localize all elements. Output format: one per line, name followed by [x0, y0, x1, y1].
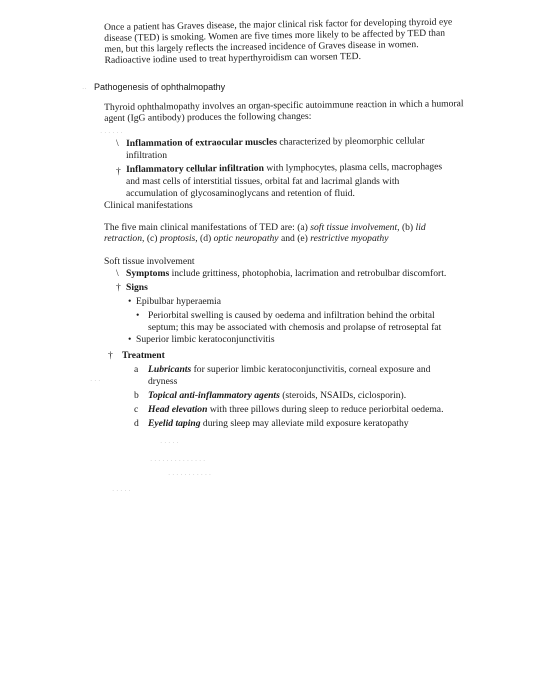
list-item [126, 161, 442, 175]
item-letter: d [134, 418, 139, 429]
treatment-item [148, 418, 409, 429]
soft-tissue-heading: Soft tissue involvement [104, 256, 195, 267]
manifestations-paragraph [104, 222, 454, 244]
bleed-through-text: · · · · · · · · · · · [168, 471, 212, 479]
item-continuation: infiltration [126, 150, 168, 161]
symptoms-item [126, 268, 446, 279]
bleed-through-text: · · · · · · · · · · · · · · [150, 457, 206, 465]
item-text: (steroids, NSAIDs, ciclosporin). [279, 390, 407, 401]
pathogenesis-intro: Thyroid ophthalmopathy involves an organ-specific autoimmune reaction in which a humoral agent (IgG antibody) produces the following changes: [104, 98, 464, 124]
list-bullet: † [116, 282, 121, 293]
text-run: The five main clinical manifestations of TED are: (a) [104, 222, 311, 233]
emphasis: proptosis [159, 233, 196, 244]
text-run: and (e) [278, 233, 311, 244]
item-text: with lymphocytes, plasma cells, macrophages [263, 161, 443, 174]
treatment-heading: Treatment [122, 350, 165, 361]
slk-item: Superior limbic keratoconjunctivitis [136, 334, 275, 345]
list-bullet: † [116, 166, 121, 177]
emphasis: soft tissue involvement [310, 222, 398, 233]
text-run: , (b) [397, 222, 416, 233]
bullet-dot: • [128, 334, 132, 345]
item-emphasis: Lubricants [148, 364, 192, 375]
treatment-item [148, 364, 430, 375]
bleed-through-text: · · · [90, 377, 101, 385]
item-continuation: accumulation of glycosaminoglycans and retention of fluid. [126, 188, 355, 199]
item-letter: b [134, 390, 139, 401]
list-bullet: † [108, 350, 113, 361]
bleed-through-text: · · · · · · [100, 129, 123, 137]
treatment-item [148, 404, 443, 415]
item-text: include grittiness, photophobia, lacrimation and retrobulbar discomfort. [169, 268, 447, 279]
emphasis: lid retraction [104, 222, 426, 244]
item-continuation: and mast cells of interstitial tissues, orbital fat and lacrimal glands with [126, 176, 400, 187]
epibulbar-item: Epibulbar hyperaemia [136, 296, 221, 307]
list-bullet: \ [116, 268, 119, 279]
clinical-heading: Clinical manifestations [104, 200, 193, 211]
bullet-dot: • [128, 296, 132, 307]
item-bold: Inflammatory cellular infiltration [126, 162, 264, 175]
text-run: , (d) [195, 233, 214, 244]
bleed-through-text: · · · · · [112, 487, 131, 495]
list-bullet: \ [116, 138, 119, 149]
item-continuation: dryness [148, 376, 178, 387]
treatment-item [148, 390, 406, 401]
item-text: with three pillows during sleep to reduce periorbital oedema. [207, 404, 444, 415]
list-item [126, 135, 425, 149]
emphasis: restrictive myopathy [310, 233, 389, 244]
pathogenesis-heading: Pathogenesis of ophthalmopathy [94, 82, 226, 92]
item-bold: Symptoms [126, 268, 170, 279]
item-emphasis: Eyelid taping [148, 418, 201, 429]
bleed-through-text: · · · · · [160, 439, 179, 447]
item-text: for superior limbic keratoconjunctivitis, corneal exposure and [191, 364, 431, 375]
item-emphasis: Topical anti-inflammatory agents [148, 390, 280, 401]
emphasis: optic neuropathy [213, 233, 279, 244]
periorbital-continuation: septum; this may be associated with chemosis and prolapse of retroseptal fat [148, 322, 442, 333]
bleed-through-text: ·· [82, 85, 87, 93]
intro-paragraph: Once a patient has Graves disease, the major clinical risk factor for developing thyroid eye disease (TED) is smoking. Women are five times more likely to be affected by TED than men, but this largely reflects the increased incidence of Graves disease in women. Radioactive iodine used to treat hyperthyroidism can worsen TED. [104, 16, 453, 66]
item-letter: c [134, 404, 139, 415]
item-text: characterized by pleomorphic cellular [276, 135, 425, 148]
item-letter: a [134, 364, 139, 375]
signs-label: Signs [126, 282, 148, 293]
item-bold: Inflammation of extraocular muscles [126, 136, 277, 149]
periorbital-item: Periorbital swelling is caused by oedema and infiltration behind the orbital [148, 310, 435, 321]
bullet-dot: • [136, 310, 140, 321]
text-run: , (c) [142, 233, 160, 244]
item-text: during sleep may alleviate mild exposure keratopathy [200, 418, 409, 429]
item-emphasis: Head elevation [148, 404, 208, 415]
